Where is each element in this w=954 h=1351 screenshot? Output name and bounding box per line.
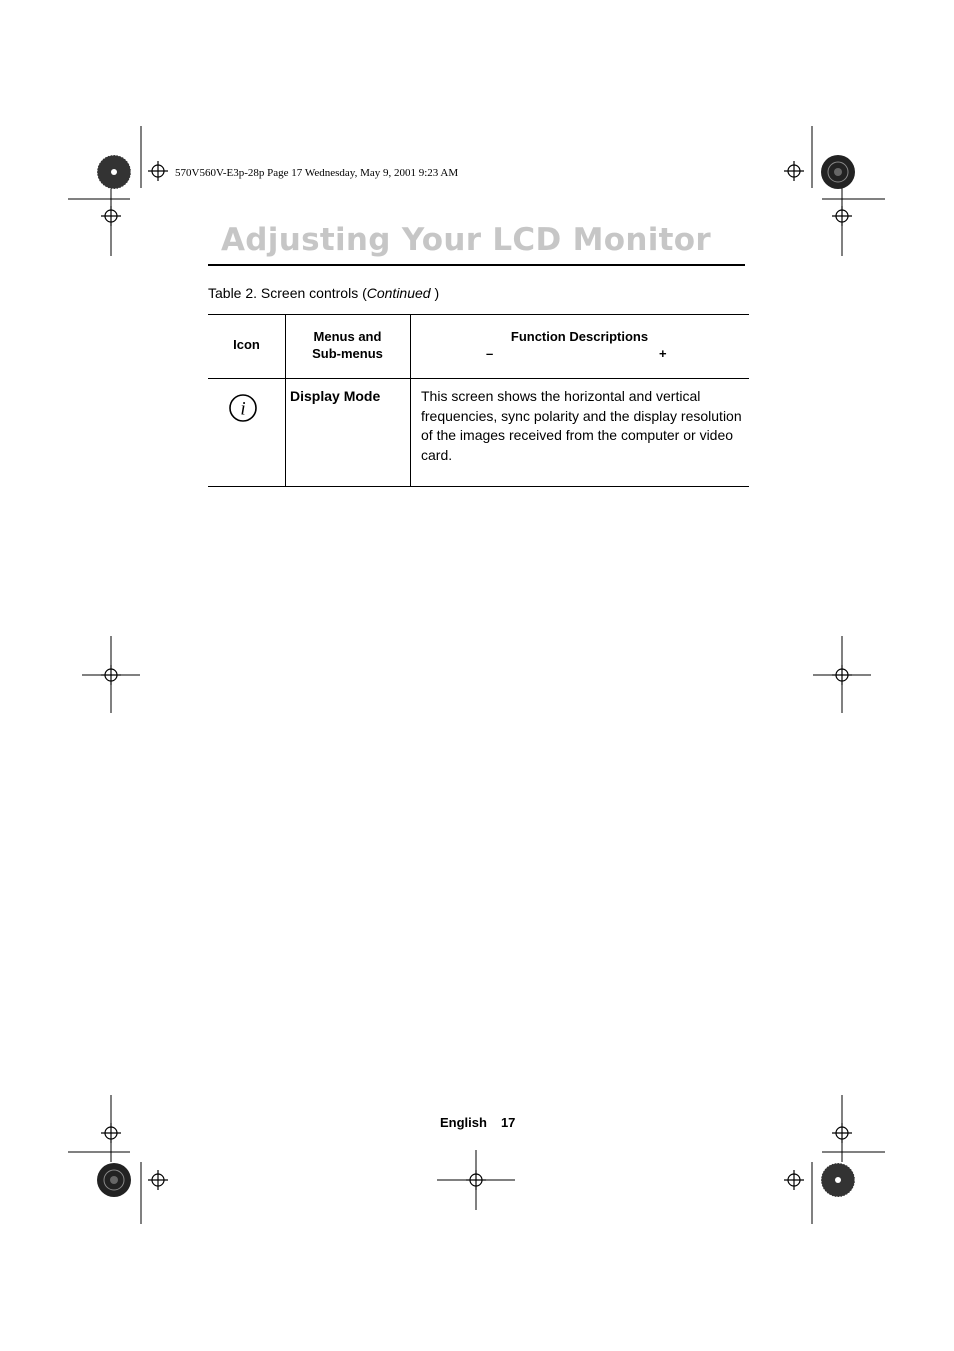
caption-prefix: Table 2. Screen controls ( (208, 285, 367, 301)
page-number: 17 (500, 1115, 516, 1130)
page-title: Adjusting Your LCD Monitor (221, 222, 711, 258)
header-plus: + (659, 346, 667, 361)
header-menus-line1: Menus and (313, 329, 382, 344)
row-menu-name: Display Mode (290, 388, 381, 404)
title-underline (208, 264, 745, 266)
header-function-descriptions: Function Descriptions (510, 329, 649, 344)
row-description: This screen shows the horizontal and vertical frequencies, sync polarity and the display resolution of the images received from the computer or video card. (421, 388, 742, 463)
svg-text:i: i (240, 398, 246, 420)
header-icon: Icon (233, 337, 260, 352)
screen-controls-table (208, 314, 749, 487)
print-slug-header: 570V560V-E3p-28p Page 17 Wednesday, May 9, 2001 9:23 AM (175, 167, 459, 179)
table-caption (208, 285, 439, 301)
header-menus (285, 328, 410, 362)
header-divider (208, 378, 749, 379)
info-italic-i-icon (228, 393, 258, 423)
page-footer (440, 1115, 515, 1130)
caption-suffix: ) (430, 285, 440, 301)
header-menus-line2: Sub-menus (312, 346, 383, 361)
caption-continued: Continued (366, 285, 431, 301)
header-minus: – (486, 346, 494, 361)
footer-language: English (440, 1115, 487, 1130)
